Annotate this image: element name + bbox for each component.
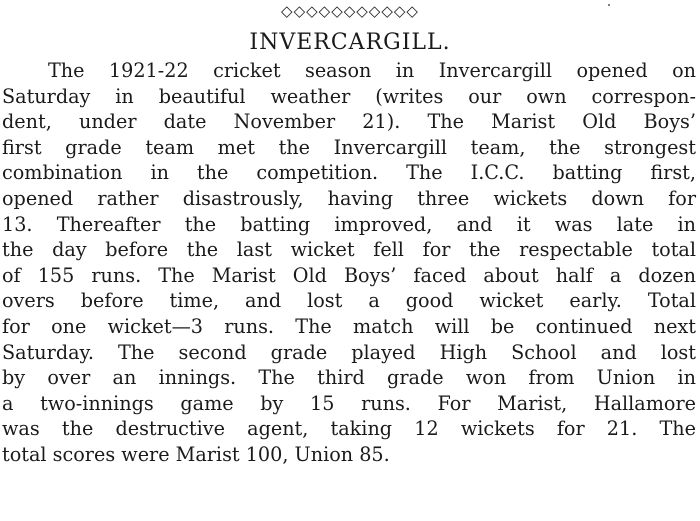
article-headline: INVERCARGILL. [249, 30, 451, 55]
article-line: total scores were Marist 100, Union 85. [2, 442, 390, 466]
decorative-diamond-rule: ◇◇◇◇◇◇◇◇◇◇◇ [281, 2, 419, 20]
article-line: The 1921-22 cricket season in Invercargill opened on [48, 59, 696, 82]
article-line: opened rather disastrously, having three wickets down for [2, 186, 696, 210]
article-line: 13. Thereafter the batting improved, and it was late in [2, 212, 696, 236]
article-line: of 155 runs. The Marist Old Boys’ faced about half a dozen [2, 263, 696, 287]
article-line: Saturday in beautiful weather (writes our own correspon- [2, 84, 696, 108]
article-body [2, 58, 696, 468]
article-line: dent, under date November 21). The Marist Old Boys’ [2, 110, 696, 134]
article-line: Saturday. The second grade played High School and lost [2, 340, 696, 364]
article-line: the day before the last wicket fell for the respectable total [2, 238, 696, 262]
print-speck [608, 4, 610, 6]
article-line: a two-innings game by 15 runs. For Marist, Hallamore [2, 391, 696, 415]
article-line: combination in the competition. The I.C.C. batting first, [2, 161, 696, 185]
article-line: first grade team met the Invercargill team, the strongest [2, 135, 696, 159]
article-line: by over an innings. The third grade won from Union in [2, 366, 696, 390]
article-line: for one wicket—3 runs. The match will be continued next [2, 314, 696, 338]
article-line: was the destructive agent, taking 12 wickets for 21. The [2, 417, 696, 441]
article-line: overs before time, and lost a good wicket early. Total [2, 289, 696, 313]
